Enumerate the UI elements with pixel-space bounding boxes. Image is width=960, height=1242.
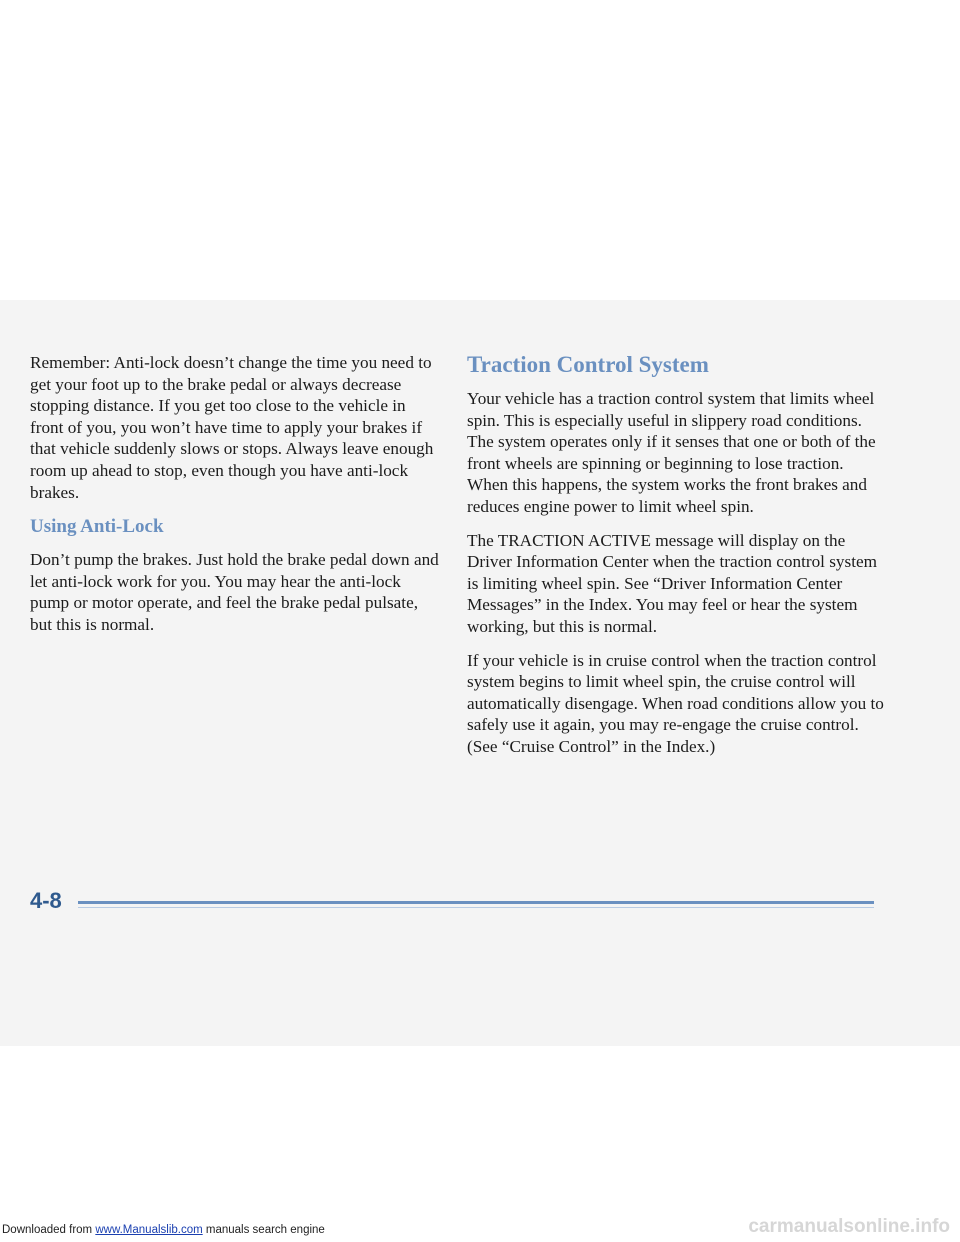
footer-prefix: Downloaded from xyxy=(2,1224,96,1236)
page-number: 4-8 xyxy=(30,888,62,913)
manualslib-link[interactable]: www.Manualslib.com xyxy=(95,1224,203,1236)
footer-suffix: manuals search engine xyxy=(202,1224,325,1236)
traction-control-heading: Traction Control System xyxy=(467,352,709,377)
traction-control-paragraph-2: The TRACTION ACTIVE message will display on the Driver Information Center when the traction control system is limiting wheel spin. See “Driver Information Center Messages” in the Index. You may feel or hear the system working, but this is normal. xyxy=(467,530,877,636)
watermark: carmanualsonline.info xyxy=(748,1216,950,1237)
footer-rule xyxy=(78,901,874,904)
left-column xyxy=(30,352,442,648)
traction-control-paragraph-3: If your vehicle is in cruise control when the traction control system begins to limit wheel spin, the cruise control will automatically disengage. When road conditions allow you to safely use it again, you may re-engage the cruise control. (See “Cruise Control” in the Index.) xyxy=(467,650,884,756)
download-footer xyxy=(2,1224,325,1236)
anti-lock-reminder-paragraph: Remember: Anti-lock doesn’t change the time you need to get your foot up to the brake pedal or always decrease stopping distance. If you get too close to the vehicle in front of you, you won’t have time to apply your brakes if that vehicle suddenly slows or stops. Always leave enough room up ahead to stop, even though you have anti-lock brakes. xyxy=(30,353,434,502)
traction-control-paragraph-1: Your vehicle has a traction control system that limits wheel spin. This is especially useful in slippery road conditions. The system operates only if it senses that one or both of the front wheels are spinning or beginning to lose traction. When this happens, the system works the front brakes and reduces engine power to limit wheel spin. xyxy=(467,389,876,516)
footer-rule-thin xyxy=(78,907,874,908)
using-anti-lock-heading: Using Anti-Lock xyxy=(30,516,164,538)
using-anti-lock-paragraph: Don’t pump the brakes. Just hold the brake pedal down and let anti-lock work for you. You may hear the anti-lock pump or motor operate, and feel the brake pedal pulsate, but this is normal. xyxy=(30,550,439,634)
right-column xyxy=(467,352,887,770)
